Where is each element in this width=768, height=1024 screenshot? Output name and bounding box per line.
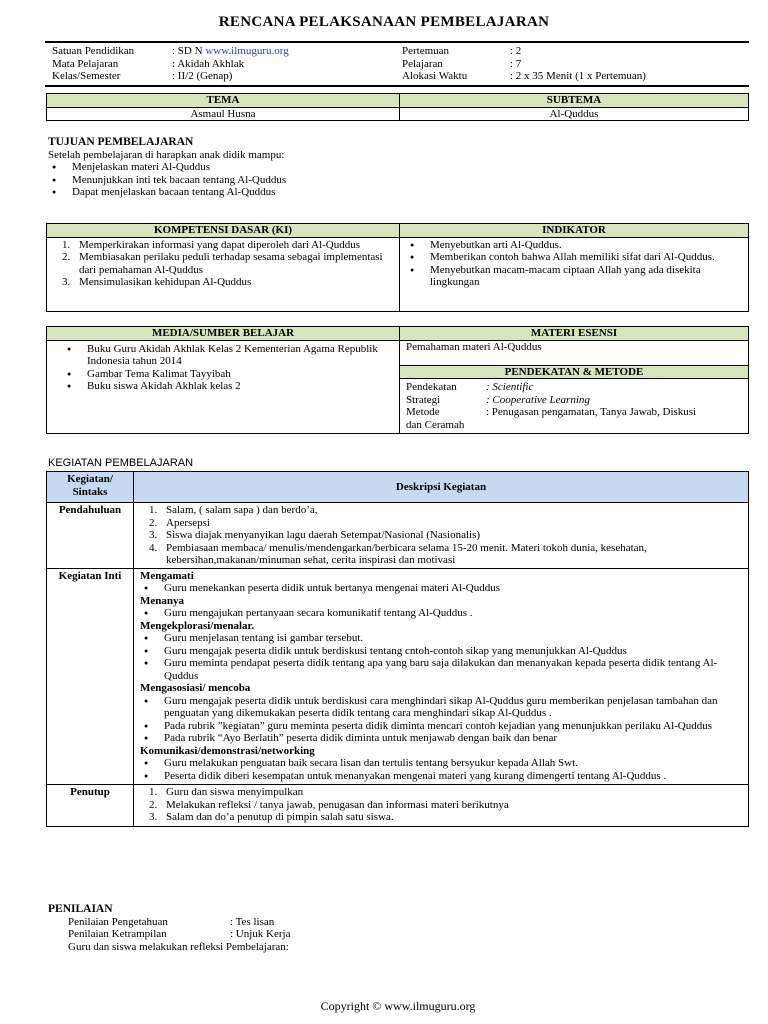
ki-list <box>53 239 393 289</box>
inti-label: Kegiatan Inti <box>47 568 134 785</box>
identity-value: : Akidah Akhlak <box>172 57 245 70</box>
pendahuluan-label: Pendahuluan <box>47 503 134 569</box>
school-link[interactable]: www.ilmuguru.org <box>205 45 289 57</box>
inti-group-title: Menanya <box>140 594 184 607</box>
kegiatan-heading: KEGIATAN PEMBELAJARAN <box>48 457 194 469</box>
inti-group-list <box>140 757 742 782</box>
penilaian-heading: PENILAIAN <box>48 903 113 915</box>
list-item: ● Guru mengajak peserta didik untuk berdiskusi tentang cntoh-contoh sikap yang menunjukkan Al-Quddus <box>160 645 742 658</box>
metode-value: : Penugasan pengamatan, Tanya Jawab, Diskusi <box>486 406 697 418</box>
identity-label: Pelajaran <box>402 57 443 70</box>
identity-value: : SD N www.ilmuguru.org <box>172 45 289 57</box>
list-item: ● Pada rubrik ”kegiatan” guru meminta peserta didik diminta mencari contoh kejadian yang menunjukkan perilaku Al-Quddus <box>160 720 742 733</box>
list-item: ● Guru menekankan peserta didik untuk bertanya mengenai materi Al-Quddus <box>160 582 742 595</box>
identity-label: Alokasi Waktu <box>402 70 468 82</box>
list-item: 1. Guru dan siswa menyimpulkan <box>160 786 742 799</box>
identity-label: Kelas/Semester <box>52 70 121 82</box>
list-item: 2. Apersepsi <box>160 517 742 530</box>
list-item: 1. Memperkirakan informasi yang dapat diperoleh dari Al-Quddus <box>73 239 393 252</box>
materi-value: Pemahaman materi Al-Quddus <box>400 340 749 365</box>
list-item: 2. Membiasakan perilaku peduli terhadap sesama sebagai implementasi dari pemahaman Al-Quddus <box>73 251 393 276</box>
penilaian-table <box>68 916 290 941</box>
metode-value-cont: dan Ceramah <box>406 418 465 431</box>
kegiatan-table <box>46 471 749 827</box>
list-item: ● Memberikan contoh bahwa Allah memiliki sifat dari Al-Quddus. <box>426 251 742 264</box>
pendekatan-header: PENDEKATAN & METODE <box>400 365 749 379</box>
list-item: ● Buku siswa Akidah Akhlak kelas 2 <box>83 380 393 393</box>
subtema-value: Al-Quddus <box>400 107 749 121</box>
list-item: ● Menunjukkan inti tek bacaan tentang Al-Quddus <box>68 174 748 187</box>
subtema-header: SUBTEMA <box>400 94 749 108</box>
identity-value: : 2 <box>510 45 522 57</box>
list-item: 4. Pembiasaan membaca/ menulis/mendengarkan/berbicara selama 15-20 menit. Materi tokoh dunia, kesehatan, kebersihan,makanan/minuman sehat, cerita inspirasi dan motivasi <box>160 542 742 567</box>
footer-copyright: Copyright © www.ilmuguru.org <box>320 999 476 1013</box>
pendekatan-table <box>406 381 696 431</box>
kegiatan-col1-header <box>47 472 134 503</box>
list-item: 3. Salam dan do’a penutup di pimpin salah satu siswa. <box>160 811 742 824</box>
kegiatan-col1-line2: Sintaks <box>72 485 108 498</box>
tema-value: Asmaul Husna <box>47 107 400 121</box>
list-item: ● Dapat menjelaskan bacaan tentang Al-Quddus <box>68 186 748 199</box>
page-title: RENCANA PELAKSANAAN PEMBELAJARAN <box>218 14 550 30</box>
list-item: ● Guru meminta pendapat peserta didik tentang apa yang baru saja dilakukan dan menanyakan kepada peserta didik tentang Al-Quddus <box>160 657 742 682</box>
tujuan-section <box>48 136 748 199</box>
penilaian-value: : Unjuk Kerja <box>230 928 291 940</box>
list-item: ● Peserta didik diberi kesempatan untuk menanyakan mengenai materi yang kurang dimengerti tentang Al-Quddus . <box>160 770 742 783</box>
identity-table <box>52 45 742 83</box>
pendahuluan-list <box>140 504 742 567</box>
pendekatan-value: : Scientific <box>486 381 534 393</box>
kegiatan-col1-line1: Kegiatan/ <box>67 473 113 485</box>
indikator-list <box>406 239 742 289</box>
penilaian-value: : Tes lisan <box>230 915 275 928</box>
identity-label: Satuan Pendidikan <box>52 45 135 57</box>
identity-value: : II/2 (Genap) <box>172 70 233 82</box>
penilaian-section <box>48 903 748 953</box>
list-item: 2. Melakukan refleksi / tanya jawab, penugasan dan informasi materi berikutnya <box>160 799 742 812</box>
list-item: 1. Salam, ( salam sapa ) dan berdo’a, <box>160 504 742 517</box>
kompetensi-table <box>46 223 749 312</box>
inti-group-title: Mengekplorasi/menalar. <box>140 619 255 632</box>
list-item: ● Gambar Tema Kalimat Tayyibah <box>83 368 393 381</box>
identity-value: : 7 <box>510 57 522 70</box>
list-item: ● Guru melakukan penguatan baik secara lisan dan tertulis tentang bersyukur kepada Allah Swt. <box>160 757 742 770</box>
penutup-cell <box>134 785 749 827</box>
media-list <box>53 343 393 393</box>
indikator-cell <box>400 237 749 311</box>
inti-group-list <box>140 632 742 682</box>
inti-group-title: Komunikasi/demonstrasi/networking <box>140 744 315 757</box>
list-item: 3. Mensimulasikan kehidupan Al-Quddus <box>73 276 393 289</box>
list-item: ● Guru menjelasan tentang isi gambar tersebut. <box>160 632 742 645</box>
penilaian-label: Penilaian Pengetahuan <box>68 915 168 928</box>
ki-cell <box>47 237 400 311</box>
materi-header: MATERI ESENSI <box>400 327 749 341</box>
media-table <box>46 326 749 434</box>
tema-header: TEMA <box>47 94 400 108</box>
tujuan-list <box>48 161 748 199</box>
identity-label: Mata Pelajaran <box>52 57 119 70</box>
title-divider <box>45 41 749 43</box>
kompetensi-header: KOMPETENSI DASAR (KI) <box>47 224 400 238</box>
inti-group-title: Mengamati <box>140 569 194 582</box>
list-item: ● Menyebutkan arti Al-Quddus. <box>426 239 742 252</box>
metode-label: Metode <box>406 406 440 418</box>
indikator-header: INDIKATOR <box>400 224 749 238</box>
tujuan-intro: Setelah pembelajaran di harapkan anak didik mampu: <box>48 148 285 161</box>
penilaian-label: Penilaian Ketrampilan <box>68 928 167 940</box>
strategi-value: : Cooperative Learning <box>486 393 590 406</box>
pendekatan-cell <box>400 379 749 434</box>
list-item: ● Guru mengajak peserta didik untuk berdiskusi cara menghindari sikap Al-Quddus guru memberikan penjelasan tambahan dan penguatan yang dikemukakan peserta didik tentang cara menghindari sikap Al-Quddus . <box>160 695 742 720</box>
list-item: 3. Siswa diajak menyanyikan lagu daerah Setempat/Nasional (Nasionalis) <box>160 529 742 542</box>
kegiatan-col2-header: Deskripsi Kegiatan <box>134 472 749 503</box>
penilaian-note: Guru dan siswa melakukan refleksi Pembelajaran: <box>68 940 289 953</box>
tema-table <box>46 93 749 121</box>
pendahuluan-cell <box>134 503 749 569</box>
inti-group-list <box>140 582 742 595</box>
list-item: ● Buku Guru Akidah Akhlak Kelas 2 Kementerian Agama Republik Indonesia tahun 2014 <box>83 343 393 368</box>
list-item: ● Pada rubrik “Ayo Berlatih” peserta didik diminta untuk menjawab dengan baik dan benar <box>160 732 742 745</box>
penutup-label: Penutup <box>47 785 134 827</box>
list-item: ● Menjelaskan materi Al-Quddus <box>68 161 748 174</box>
inti-group-list <box>140 607 742 620</box>
list-item: ● Menyebutkan macam-macam ciptaan Allah yang ada disekita lingkungan <box>426 264 742 289</box>
strategi-label: Strategi <box>406 393 441 406</box>
inti-cell <box>134 568 749 785</box>
inti-group-title: Mengasosiasi/ mencoba <box>140 682 251 694</box>
identity-label: Pertemuan <box>402 45 450 57</box>
media-cell <box>47 340 400 434</box>
identity-divider <box>45 85 749 87</box>
list-item: ● Guru mengajukan pertanyaan secara komunikatif tentang Al-Quddus . <box>160 607 742 620</box>
media-header: MEDIA/SUMBER BELAJAR <box>47 327 400 341</box>
inti-group-list <box>140 695 742 745</box>
identity-value: : 2 x 35 Menit (1 x Pertemuan) <box>510 70 646 82</box>
penutup-list <box>140 786 742 824</box>
tujuan-heading: TUJUAN PEMBELAJARAN <box>48 136 194 148</box>
pendekatan-label: Pendekatan <box>406 381 457 393</box>
